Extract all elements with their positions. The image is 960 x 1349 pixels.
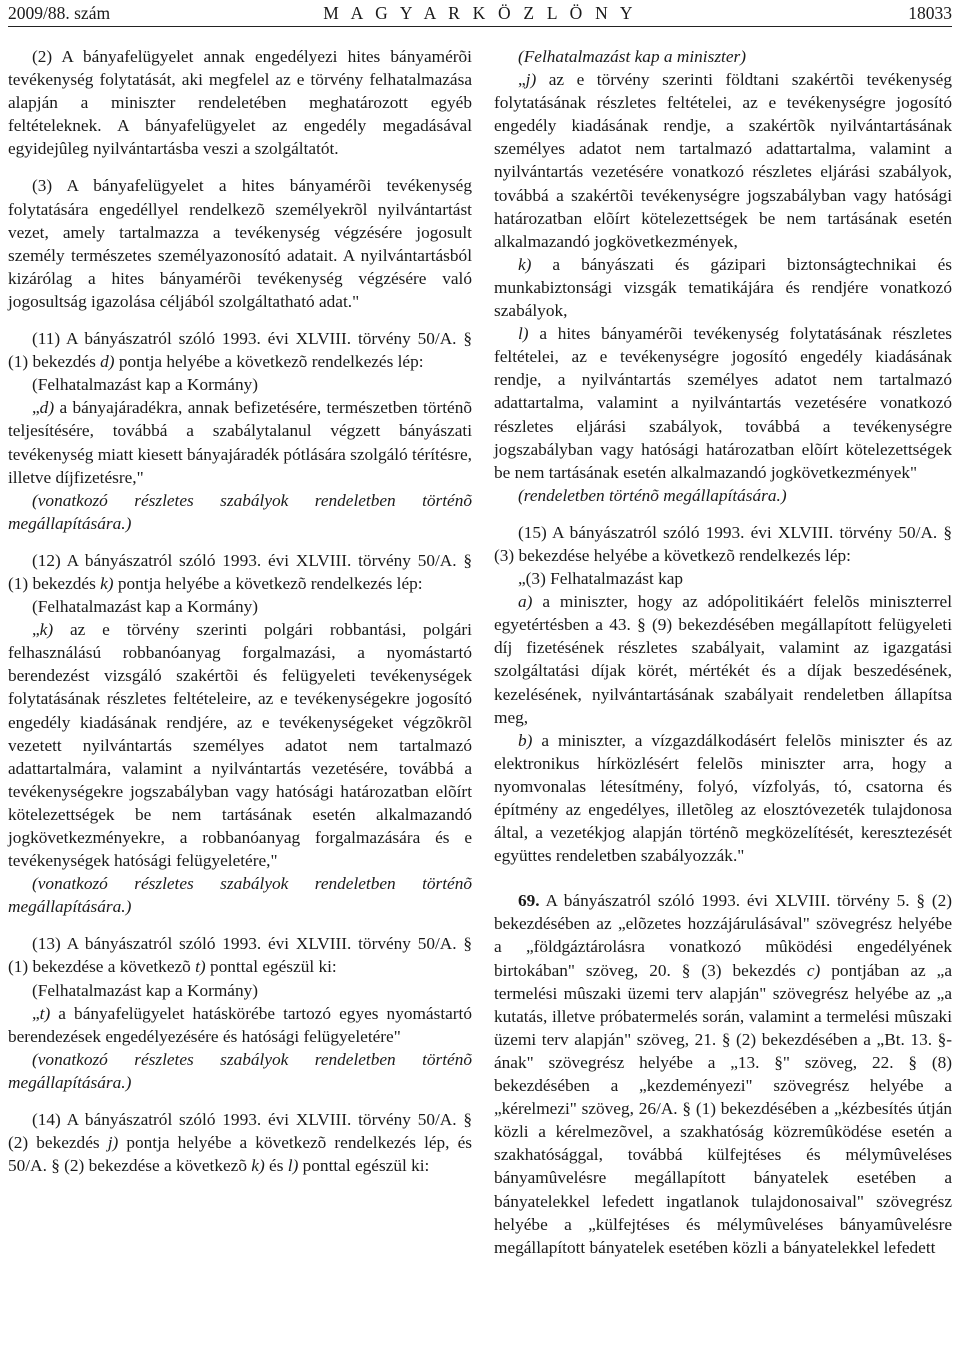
point-l: l) a hites bányamérõi tevékenység folytatásának részletes feltételei, az e tevékenységre jogosító engedély kiadásának rendje, a nyilvántartás személyes adatot nem tartalmazó adattartalma, valamint a nyilvántartás vezetésére vonatkozó részletes eljárási szabályok, továbbá a tevékenységre jogszabályban vagy hatósági határozatban elõírt kötelezettségek be nem tartásának esetén alkalmazandó jogkövetkezmények" [494, 324, 952, 482]
authorization-heading: (Felhatalmazást kap a Kormány) [32, 597, 259, 617]
rule-note: (vonatkozó részletes szabályok rendeletben történõ megállapítására.) [8, 1049, 472, 1092]
point-j: „j) az e törvény szerinti földtani szakértõi tevékenység folytatásának részletes feltételei, az e tevékenységre jogosító engedély kiadásának rendje, a szakértõk nyilvántartásának személyes adatot nem tartalmazó adattartalma, valamint a nyilvántartás vezetésére vonatkozó részletes eljárási szabályok, továbbá a szakértõi tevékenységre jogszabályban vagy hatósági határozatban elõírt kötelezettségek be nem tartásának esetén alkalmazandó jogkövetkezmények, [494, 70, 952, 251]
point-k-minister: k) a bányászati és gázipari biztonságtechnikai és munkabiztonsági vizsgák tematikájára és rendjére vonatkozó szabályok, [494, 254, 952, 321]
right-column [494, 45, 952, 1259]
rule-note: (rendeletben történõ megállapítására.) [518, 485, 787, 505]
amendment-12: (12) A bányászatról szóló 1993. évi XLVIII. törvény 50/A. § (1) bekezdés k) pontja helyébe a következõ rendelkezés lép: [8, 550, 472, 593]
amendment-11: (11) A bányászatról szóló 1993. évi XLVIII. törvény 50/A. § (1) bekezdés d) pontja helyébe a következõ rendelkezés lép: [8, 329, 472, 372]
page-number: 18033 [908, 3, 952, 23]
left-column [8, 45, 472, 1177]
point-a: a) a miniszter, hogy az adópolitikáért felelõs miniszterrel egyetértésben a 43. § (9) bekezdésében megállapított felügyeleti díj fizetésének részletes szabályait, valamint az igazgatási szolgáltatási díjak körét, mértékét és a díjak beszedésének, kezelésének, nyilvántartásának szabályait rendeletben állapítsa meg, [494, 592, 952, 727]
point-t: „t) a bányafelügyelet hatáskörébe tartozó egyes nyomástartó berendezések engedélyezésére és hatósági felügyeletére" [8, 1003, 472, 1046]
journal-title: M A G Y A R K Ö Z L Ö N Y [323, 3, 637, 23]
page-header [8, 1, 952, 25]
point-b: b) a miniszter, a vízgazdálkodásért felelõs miniszter és az elektronikus hírközlésért felelõs miniszter arra, hogy a nyomvonalas létesítmény, folyó, vízfolyás, tó, csatorna és építmény az engedélyes, illetõleg az elosztóvezeték tulajdonosa által, a vezetékjog alapján történõ megközelítését, keresztezését együttes rendeletben szabályozzák." [494, 730, 952, 866]
rule-note: (vonatkozó részletes szabályok rendeletben történõ megállapítására.) [8, 874, 472, 917]
authorization-intro: „(3) Felhatalmazást kap [518, 569, 684, 589]
authorization-heading: (Felhatalmazást kap a Kormány) [32, 980, 259, 1000]
point-k: „k) az e törvény szerinti polgári robbantási, polgári felhasználású robbanóanyag forgalmazási, a nyomástartó berendezést vizsgáló szakértõi és felügyeleti tevékenységek folytatásának részletes feltételeire, az e tevékenységekre jogosító engedély kiadásának rendjére, az e tevékenységeket végzõkrõl vezetett nyilvántartás személyes adatot nem tartalmazó adattartalmára, valamint a nyilvántartás vezetésére, továbbá a tevékenységekre jogszabályban vagy hatósági határozatban elõírt kötelezettségek be nem tartásának esetén alkalmazandó jogkövetkezményekre, a robbanóanyag forgalmazására és e tevékenységek hatósági felügyeletére," [8, 620, 472, 871]
amendment-13: (13) A bányászatról szóló 1993. évi XLVIII. törvény 50/A. § (1) bekezdése a következõ t) ponttal egészül ki: [8, 934, 472, 977]
header-rule [8, 26, 952, 27]
authorization-heading: (Felhatalmazást kap a Kormány) [32, 375, 259, 395]
section-69: 69. A bányászatról szóló 1993. évi XLVIII. törvény 5. § (2) bekezdésében az „elõzetes hozzájárulásával" szövegrész helyébe a „földgáztárolásra vonatkozó mûködési engedélyének birtokában" szöveg, 20. § (3) bekezdés c) pontjában az „a termelési mûszaki üzemi terv alapján" szövegrész helyébe az „a kutatás, illetve próbatermelés során, valamint a termelési mûszaki üzemi terv alapján" szöveg, 21. § (2) bekezdésében a „Bt. 13. §-ának" szövegrész helyébe a „13. §" szöveg, 22. § (8) bekezdésében a „kezdeményezi" szövegrész helyébe a „kérelmezi" szöveg, 26/A. § (1) bekezdésében a „kézbesítés útján közli a kérelmezõvel, a szakhatóság közremûködése esetén a szakhatósággal, továbbá külfejtéses és mélymûveléses bányamûvelésre megállapított bányatelek esetében a bányatelekkel lefedett ingatlanok tulajdonosaival" szövegrész helyébe a „külfejtéses és mélymûveléses bányamûvelésre megállapított bányatelek esetében közli a bányatelekkel lefedett [494, 891, 952, 1257]
authorization-heading: (Felhatalmazást kap a miniszter) [518, 47, 746, 66]
amendment-14: (14) A bányászatról szóló 1993. évi XLVIII. törvény 50/A. § (2) bekezdés j) pontja helyébe a következõ rendelkezés lép, és 50/A. § (2) bekezdése a következõ k) és l) ponttal egészül ki: [8, 1110, 472, 1176]
issue-number: 2009/88. szám [8, 3, 111, 23]
point-d: „d) a bányajáradékra, annak befizetésére, természetben történõ teljesítésére, továbbá a szabálytalanul végzett bányászati tevékenység miatt kiesett bányajáradék pótlására szolgáló térítésre, illetve díjfizetésre," [8, 398, 473, 487]
paragraph-2: (2) A bányafelügyelet annak engedélyezi hites bányamérõi tevékenység folytatását, aki megfelel az e törvény felhatalmazása alapján a miniszter rendeletében meghatározott egyéb feltételeknek. A bányafelügyelet az engedély megadásával egyidejûleg nyilvántartásba veszi a szolgáltatót. [8, 47, 472, 159]
amendment-15: (15) A bányászatról szóló 1993. évi XLVIII. törvény 50/A. § (3) bekezdése helyébe a következõ rendelkezés lép: [494, 522, 952, 565]
paragraph-3: (3) A bányafelügyelet a hites bányamérõi tevékenység folytatására engedéllyel rendelkezõ személyekrõl nyilvántartást vezet, amely tartalmazza a tevékenység végzésére jogosult személy természetes személyazonosító adatait. A nyilvántartásból kizárólag a hites bányamérõi tevékenység végzésére való jogosultság igazolása céljából szolgáltatható adat." [8, 176, 472, 311]
rule-note: (vonatkozó részletes szabályok rendeletben történõ megállapítására.) [8, 490, 472, 533]
